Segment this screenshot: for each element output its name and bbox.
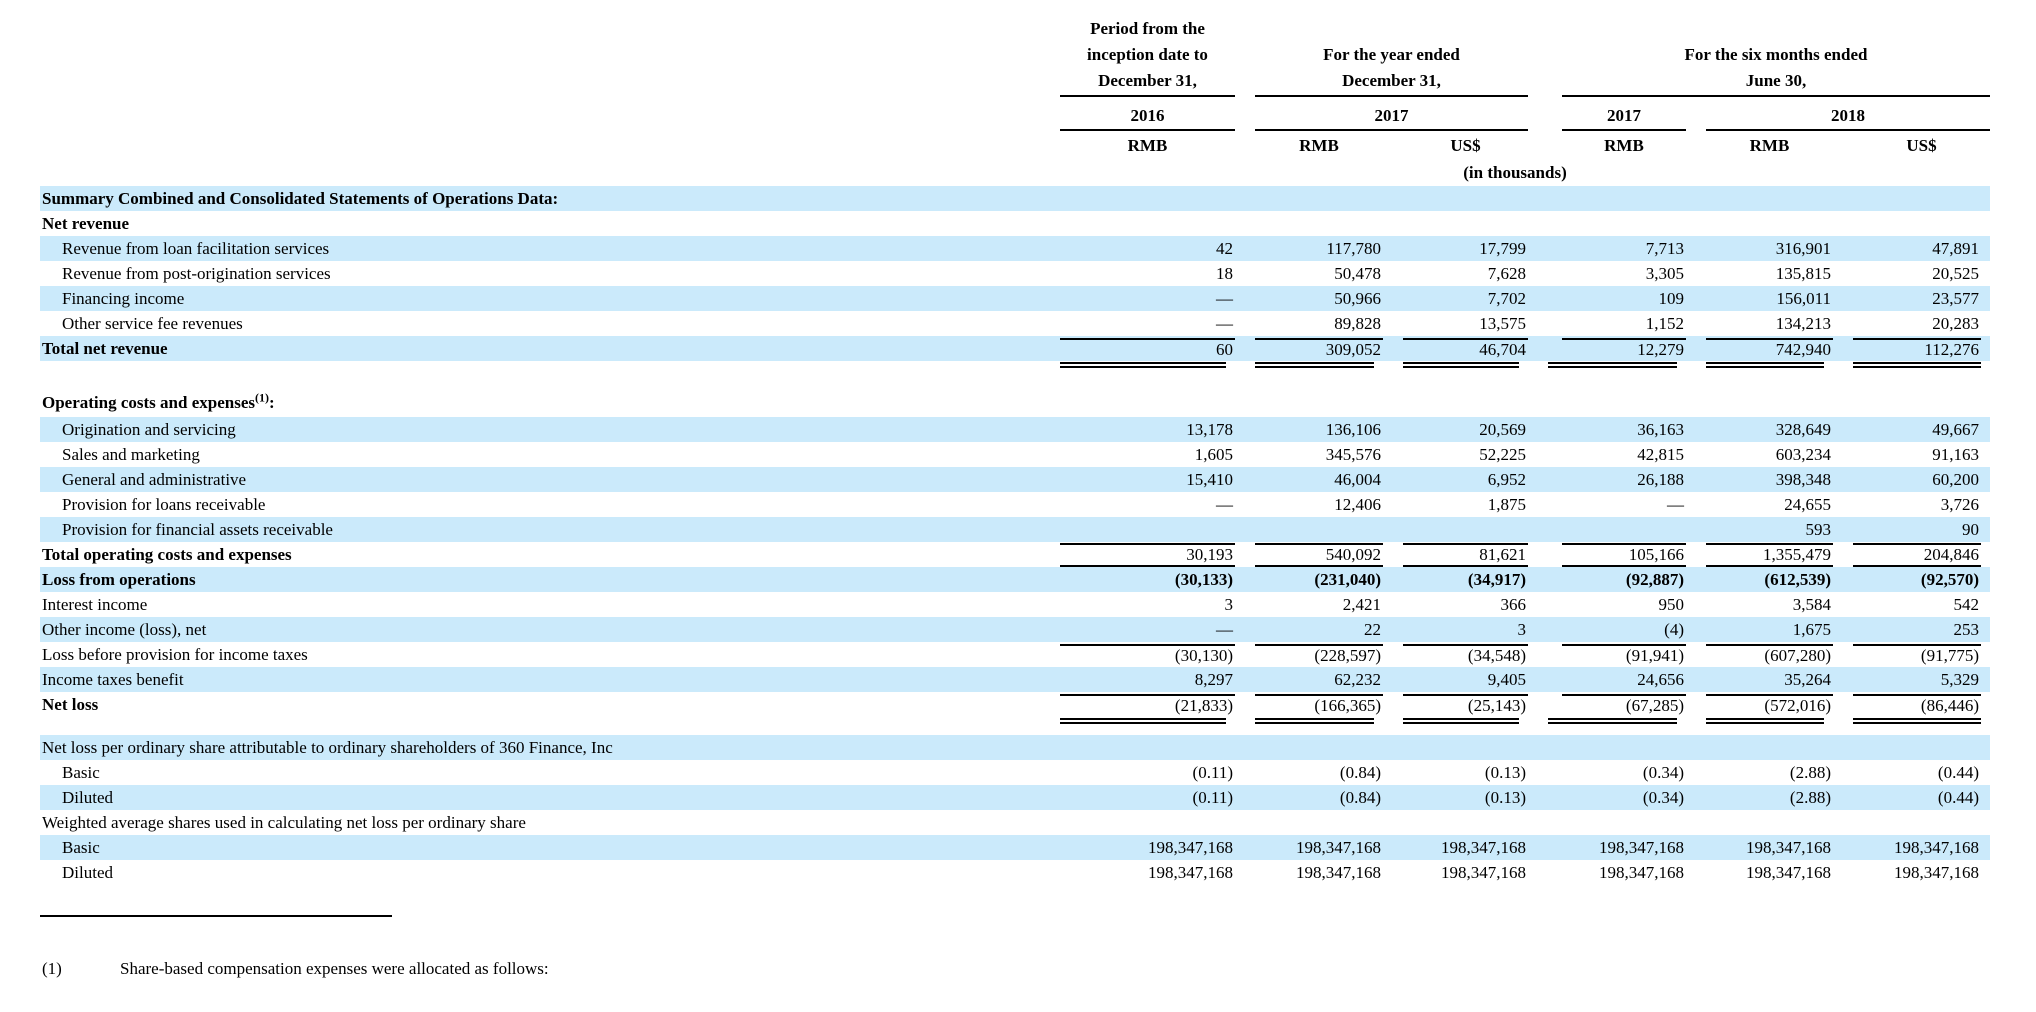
row-label: Basic xyxy=(62,762,100,782)
header-units-row xyxy=(40,160,1990,186)
table-row xyxy=(40,286,1990,311)
value-cell: 46,004 xyxy=(1235,467,1383,492)
rule-spacer xyxy=(40,361,1040,371)
value-cell: 1,605 xyxy=(1194,444,1233,464)
value-cell xyxy=(1528,186,1686,211)
header-year-2016: 2016 xyxy=(1040,97,1235,131)
row-label: Net loss per ordinary share attributable to ordinary shareholders of 360 Finance, Inc xyxy=(40,735,1040,760)
footnote-text: Share-based compensation expenses were allocated as follows: xyxy=(120,959,549,978)
row-label: Operating costs and expenses$^{(1)}$: xyxy=(42,390,275,412)
value-cell: 24,656 xyxy=(1528,667,1686,692)
value-cell: 540,092 xyxy=(1235,542,1383,567)
value-cell: (92,887) xyxy=(1528,567,1686,592)
value-cell: (231,040) xyxy=(1235,567,1383,592)
value-cell: (67,285) xyxy=(1528,692,1686,717)
value-cell: (0.34) xyxy=(1528,785,1686,810)
value-cell: — xyxy=(1216,313,1233,333)
double-rule-cell xyxy=(1235,717,1383,727)
row-label: Total operating costs and expenses xyxy=(42,544,292,564)
table-row xyxy=(40,467,1990,492)
row-label: Provision for loans receivable xyxy=(62,494,266,514)
value-cell xyxy=(1686,211,1833,236)
value-cell: (0.44) xyxy=(1833,785,1990,810)
value-cell: 13,575 xyxy=(1479,313,1526,333)
value-cell: 22 xyxy=(1235,617,1383,642)
value-cell: 42,815 xyxy=(1637,444,1684,464)
header-currency-row xyxy=(40,131,1990,160)
value-cell: 198,347,168 xyxy=(1833,835,1990,860)
value-cell: (0.34) xyxy=(1642,762,1684,782)
header-spacer xyxy=(40,160,1040,186)
double-rule-cell xyxy=(1833,361,1990,371)
value-cell: 204,846 xyxy=(1833,542,1990,567)
table-row xyxy=(40,417,1990,442)
value-cell: 134,213 xyxy=(1775,313,1831,333)
value-cell: (34,548) xyxy=(1383,642,1528,667)
value-cell xyxy=(1383,379,1528,417)
value-cell xyxy=(1383,517,1528,542)
value-cell: (30,130) xyxy=(1040,642,1235,667)
value-cell: (612,539) xyxy=(1686,567,1833,592)
value-cell: (86,446) xyxy=(1833,692,1990,717)
value-cell: 198,347,168 xyxy=(1528,835,1686,860)
value-cell: 198,347,168 xyxy=(1441,862,1526,882)
value-cell xyxy=(1528,379,1686,417)
value-cell: 398,348 xyxy=(1686,467,1833,492)
value-cell: 42 xyxy=(1040,236,1235,261)
value-cell: 3,305 xyxy=(1645,263,1684,283)
header-line: For the six months ended xyxy=(1684,45,1868,64)
header-currency: US$ xyxy=(1906,136,1937,155)
spacer-row xyxy=(40,727,1990,735)
header-currency: RMB xyxy=(1127,136,1168,155)
value-cell: 62,232 xyxy=(1235,667,1383,692)
value-cell: 1,875 xyxy=(1487,494,1526,514)
header-currency: RMB xyxy=(1299,136,1339,155)
value-cell xyxy=(1528,211,1686,236)
value-cell xyxy=(1833,810,1990,835)
value-cell: 345,576 xyxy=(1325,444,1381,464)
value-cell: 1,355,479 xyxy=(1686,542,1833,567)
value-cell xyxy=(1235,186,1383,211)
value-cell: 328,649 xyxy=(1686,417,1833,442)
value-cell: (25,143) xyxy=(1383,692,1528,717)
value-cell: 49,667 xyxy=(1833,417,1990,442)
value-cell: 89,828 xyxy=(1334,313,1381,333)
financial-table xyxy=(40,16,1990,885)
value-cell xyxy=(1235,517,1383,542)
table-row xyxy=(40,492,1990,517)
value-cell xyxy=(1040,810,1235,835)
row-label: Net revenue xyxy=(42,213,130,233)
header-group-year-ended xyxy=(1235,16,1528,97)
value-cell: 366 xyxy=(1500,594,1526,614)
value-cell: 7,702 xyxy=(1383,286,1528,311)
value-cell: 20,569 xyxy=(1383,417,1528,442)
row-label: Diluted xyxy=(62,862,113,882)
row-label: Weighted average shares used in calculating net loss per ordinary share xyxy=(42,812,526,832)
value-cell: 18 xyxy=(1216,263,1233,283)
table-row xyxy=(40,785,1990,810)
value-cell xyxy=(1833,186,1990,211)
value-cell: (34,917) xyxy=(1383,567,1528,592)
value-cell: 7,628 xyxy=(1487,263,1526,283)
value-cell: (2.88) xyxy=(1686,785,1833,810)
double-rule-row xyxy=(40,361,1990,371)
value-cell: 309,052 xyxy=(1235,336,1383,361)
value-cell: (0.44) xyxy=(1937,762,1979,782)
value-cell: (21,833) xyxy=(1040,692,1235,717)
table-row xyxy=(40,667,1990,692)
value-cell: 47,891 xyxy=(1833,236,1990,261)
value-cell: 198,347,168 xyxy=(1383,835,1528,860)
row-label: Revenue from loan facilitation services xyxy=(40,236,1040,261)
value-cell xyxy=(1383,810,1528,835)
table-row xyxy=(40,592,1990,617)
header-spacer xyxy=(40,131,1040,160)
header-line: December 31, xyxy=(1342,71,1441,90)
value-cell: 50,478 xyxy=(1334,263,1381,283)
header-line: For the year ended xyxy=(1323,45,1460,64)
header-spacer xyxy=(40,97,1040,131)
value-cell: (2.88) xyxy=(1789,762,1831,782)
value-cell: 156,011 xyxy=(1686,286,1833,311)
row-label: Net loss xyxy=(42,694,99,714)
value-cell: 3 xyxy=(1383,617,1528,642)
value-cell: 603,234 xyxy=(1775,444,1831,464)
value-cell: (91,941) xyxy=(1528,642,1686,667)
double-rule-cell xyxy=(1833,717,1990,727)
value-cell: 117,780 xyxy=(1235,236,1383,261)
header-period-row xyxy=(40,16,1990,97)
table-row xyxy=(40,642,1990,667)
row-label: Origination and servicing xyxy=(40,417,1040,442)
table-row xyxy=(40,617,1990,642)
value-cell: (166,365) xyxy=(1235,692,1383,717)
value-cell xyxy=(1040,186,1235,211)
value-cell: 198,347,168 xyxy=(1148,862,1233,882)
table-row xyxy=(40,735,1990,760)
table-row xyxy=(40,186,1990,211)
value-cell: 50,966 xyxy=(1235,286,1383,311)
header-currency: RMB xyxy=(1604,136,1644,155)
value-cell xyxy=(1686,379,1833,417)
double-rule-cell xyxy=(1040,361,1235,371)
value-cell: 593 xyxy=(1686,517,1833,542)
units-note: (in thousands) xyxy=(1463,163,1567,182)
value-cell: 3 xyxy=(1224,594,1233,614)
value-cell: 198,347,168 xyxy=(1746,862,1831,882)
header-line: Period from the xyxy=(1090,19,1205,38)
row-label: Other service fee revenues xyxy=(62,313,243,333)
value-cell: 1,152 xyxy=(1645,313,1684,333)
header-line: June 30, xyxy=(1745,71,1807,90)
row-label: Diluted xyxy=(40,785,1040,810)
value-cell xyxy=(1833,735,1990,760)
table-row xyxy=(40,379,1990,417)
value-cell: 3,584 xyxy=(1792,594,1831,614)
value-cell: (0.11) xyxy=(1192,762,1233,782)
table-row xyxy=(40,442,1990,467)
value-cell: 135,815 xyxy=(1775,263,1831,283)
value-cell: 253 xyxy=(1833,617,1990,642)
value-cell: 17,799 xyxy=(1383,236,1528,261)
header-currency: US$ xyxy=(1450,136,1481,155)
value-cell: 198,347,168 xyxy=(1296,862,1381,882)
table-row xyxy=(40,760,1990,785)
double-rule-cell xyxy=(1383,361,1528,371)
table-row xyxy=(40,261,1990,286)
table-row xyxy=(40,542,1990,567)
header-currency: RMB xyxy=(1749,136,1790,155)
value-cell: 20,525 xyxy=(1932,263,1979,283)
value-cell: 2,421 xyxy=(1342,594,1381,614)
table-row xyxy=(40,311,1990,336)
value-cell: 24,655 xyxy=(1784,494,1831,514)
spacer-row xyxy=(40,371,1990,379)
value-cell xyxy=(1833,211,1990,236)
value-cell: 60,200 xyxy=(1833,467,1990,492)
value-cell xyxy=(1040,735,1235,760)
value-cell xyxy=(1686,810,1833,835)
row-label: Provision for financial assets receivable xyxy=(40,517,1040,542)
value-cell: 1,675 xyxy=(1686,617,1833,642)
value-cell: — xyxy=(1667,494,1684,514)
value-cell xyxy=(1528,517,1686,542)
row-label: Summary Combined and Consolidated Statements of Operations Data: xyxy=(40,186,1040,211)
row-label: Basic xyxy=(40,835,1040,860)
table-row xyxy=(40,236,1990,261)
value-cell: 5,329 xyxy=(1833,667,1990,692)
header-group-inception xyxy=(1040,16,1235,97)
double-rule-cell xyxy=(1383,717,1528,727)
value-cell: (0.13) xyxy=(1383,785,1528,810)
value-cell: 46,704 xyxy=(1383,336,1528,361)
value-cell xyxy=(1686,186,1833,211)
row-label: Interest income xyxy=(42,594,148,614)
value-cell: 3,726 xyxy=(1940,494,1979,514)
value-cell xyxy=(1235,211,1383,236)
table-row xyxy=(40,692,1990,717)
table-header xyxy=(40,16,1990,186)
value-cell: 35,264 xyxy=(1686,667,1833,692)
value-cell: 12,279 xyxy=(1528,336,1686,361)
value-cell: 12,406 xyxy=(1334,494,1381,514)
table-row xyxy=(40,860,1990,885)
table-row xyxy=(40,567,1990,592)
double-rule-cell xyxy=(1528,717,1686,727)
row-label: Income taxes benefit xyxy=(40,667,1040,692)
value-cell: 36,163 xyxy=(1528,417,1686,442)
rule-spacer xyxy=(40,717,1040,727)
table-body xyxy=(40,186,1990,885)
footnote xyxy=(42,959,2036,979)
value-cell: 950 xyxy=(1658,594,1684,614)
value-cell: 109 xyxy=(1528,286,1686,311)
row-label: Other income (loss), net xyxy=(40,617,1040,642)
value-cell: 112,276 xyxy=(1833,336,1990,361)
value-cell xyxy=(1040,211,1235,236)
row-label: Loss before provision for income taxes xyxy=(42,644,308,664)
row-label: Loss from operations xyxy=(40,567,1040,592)
double-rule-cell xyxy=(1040,717,1235,727)
header-year-2018: 2018 xyxy=(1686,97,1990,131)
value-cell: (0.84) xyxy=(1235,785,1383,810)
value-cell xyxy=(1040,517,1235,542)
value-cell: 13,178 xyxy=(1040,417,1235,442)
header-year-2017-interim: 2017 xyxy=(1528,97,1686,131)
value-cell: 316,901 xyxy=(1686,236,1833,261)
table-row xyxy=(40,810,1990,835)
double-rule-row xyxy=(40,717,1990,727)
spacer-cell xyxy=(40,371,1990,379)
header-year-row xyxy=(40,97,1990,131)
value-cell: 9,405 xyxy=(1383,667,1528,692)
header-year-2017: 2017 xyxy=(1235,97,1528,131)
double-rule-cell xyxy=(1528,361,1686,371)
value-cell xyxy=(1833,379,1990,417)
spacer-cell xyxy=(40,727,1990,735)
value-cell: 198,347,168 xyxy=(1599,862,1684,882)
value-cell: (572,016) xyxy=(1686,692,1833,717)
value-cell xyxy=(1235,810,1383,835)
value-cell: 20,283 xyxy=(1932,313,1979,333)
footnote-marker: (1) xyxy=(42,959,62,978)
value-cell: 26,188 xyxy=(1528,467,1686,492)
value-cell: 81,621 xyxy=(1383,542,1528,567)
table-row xyxy=(40,336,1990,361)
document-page xyxy=(0,16,2036,1012)
double-rule-cell xyxy=(1686,361,1833,371)
value-cell: (4) xyxy=(1528,617,1686,642)
value-cell: 6,952 xyxy=(1383,467,1528,492)
value-cell: 52,225 xyxy=(1479,444,1526,464)
value-cell: 90 xyxy=(1833,517,1990,542)
value-cell xyxy=(1528,810,1686,835)
value-cell: 30,193 xyxy=(1040,542,1235,567)
row-label: Revenue from post-origination services xyxy=(62,263,331,283)
value-cell: — xyxy=(1216,494,1233,514)
value-cell: (0.84) xyxy=(1339,762,1381,782)
value-cell: 198,347,168 xyxy=(1686,835,1833,860)
header-spacer xyxy=(40,16,1040,97)
table-row xyxy=(40,517,1990,542)
table-row xyxy=(40,835,1990,860)
header-line: inception date to xyxy=(1087,45,1208,64)
row-label: Sales and marketing xyxy=(62,444,200,464)
value-cell: 8,297 xyxy=(1040,667,1235,692)
value-cell xyxy=(1040,379,1235,417)
value-cell xyxy=(1383,735,1528,760)
row-label: Financing income xyxy=(40,286,1040,311)
value-cell: 105,166 xyxy=(1528,542,1686,567)
value-cell xyxy=(1235,379,1383,417)
value-cell: 542 xyxy=(1953,594,1979,614)
double-rule-cell xyxy=(1235,361,1383,371)
value-cell: 136,106 xyxy=(1235,417,1383,442)
footnote-separator xyxy=(40,915,392,917)
value-cell: — xyxy=(1040,617,1235,642)
header-line: December 31, xyxy=(1098,71,1197,90)
value-cell: 742,940 xyxy=(1686,336,1833,361)
row-label: General and administrative xyxy=(40,467,1040,492)
value-cell: (92,570) xyxy=(1833,567,1990,592)
footnote-ref: (1) xyxy=(254,390,269,405)
value-cell: (607,280) xyxy=(1686,642,1833,667)
value-cell: 7,713 xyxy=(1528,236,1686,261)
value-cell xyxy=(1235,735,1383,760)
header-group-six-months xyxy=(1528,16,1990,97)
value-cell: (228,597) xyxy=(1235,642,1383,667)
value-cell: 198,347,168 xyxy=(1040,835,1235,860)
value-cell: 60 xyxy=(1040,336,1235,361)
value-cell xyxy=(1383,186,1528,211)
double-rule-cell xyxy=(1686,717,1833,727)
value-cell: 198,347,168 xyxy=(1894,862,1979,882)
value-cell: (30,133) xyxy=(1040,567,1235,592)
table-row xyxy=(40,211,1990,236)
value-cell xyxy=(1383,211,1528,236)
row-label: Total net revenue xyxy=(40,336,1040,361)
value-cell: 198,347,168 xyxy=(1235,835,1383,860)
value-cell: — xyxy=(1040,286,1235,311)
value-cell: (0.13) xyxy=(1484,762,1526,782)
value-cell: 91,163 xyxy=(1932,444,1979,464)
value-cell xyxy=(1686,735,1833,760)
value-cell: (91,775) xyxy=(1833,642,1990,667)
value-cell: 15,410 xyxy=(1040,467,1235,492)
value-cell xyxy=(1528,735,1686,760)
value-cell: 23,577 xyxy=(1833,286,1990,311)
value-cell: (0.11) xyxy=(1040,785,1235,810)
